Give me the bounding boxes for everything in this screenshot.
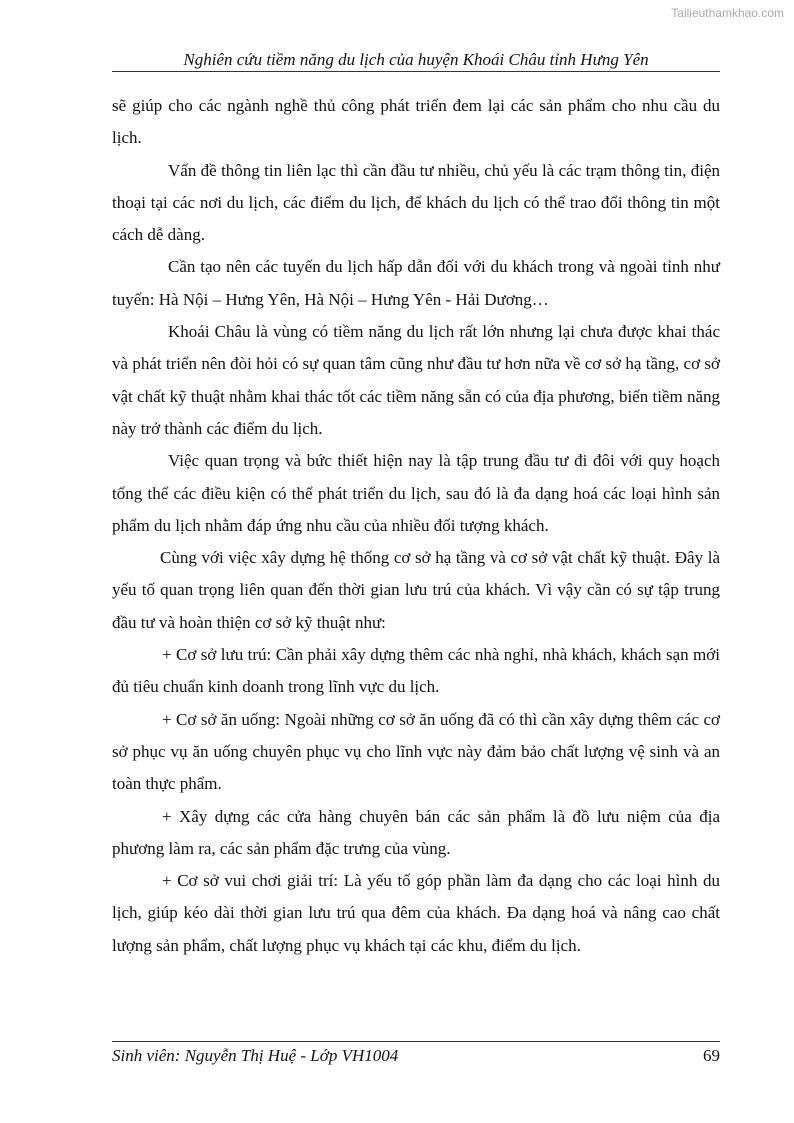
paragraph-2: Vấn đề thông tin liên lạc thì cần đầu tư nhiều, chủ yếu là các trạm thông tin, điện thoại tại các nơi du lịch, các điểm du lịch, để khách du lịch có thể trao đổi thông tin một cách dễ dàng. bbox=[112, 160, 720, 245]
list-item-souvenir-shops: + Xây dựng các cửa hàng chuyên bán các sản phẩm là đồ lưu niệm của địa phương làm ra, các sản phẩm đặc trưng của vùng. bbox=[112, 806, 720, 858]
list-item-entertainment: + Cơ sở vui chơi giải trí: Là yếu tố góp phần làm đa dạng cho các loại hình du lịch, giúp kéo dài thời gian lưu trú qua đêm của khách. Đa dạng hoá và nâng cao chất lượng sản phẩm, chất lượng phục vụ khách tại các khu, điểm du lịch. bbox=[112, 871, 720, 955]
list-item-accommodation: + Cơ sở lưu trú: Cần phải xây dựng thêm các nhà nghỉ, nhà khách, khách sạn mới đủ tiêu chuẩn kinh doanh trong lĩnh vực du lịch. bbox=[112, 645, 720, 697]
paragraph-4: Khoái Châu là vùng có tiềm năng du lịch rất lớn nhưng lại chưa được khai thác và phát triển nên đòi hỏi có sự quan tâm cũng như đầu tư hơn nữa về cơ sở hạ tầng, cơ sở vật chất kỹ thuật nhằm khai thác tốt các tiềm năng sẵn có của địa phương, biến tiềm năng này trở thành các điểm du lịch. bbox=[112, 322, 720, 438]
footer-divider bbox=[112, 1041, 720, 1042]
list-item-dining: + Cơ sở ăn uống: Ngoài những cơ sở ăn uống đã có thì cần xây dựng thêm các cơ sở phục vụ ăn uống chuyên phục vụ cho lĩnh vực này đảm bảo chất lượng vệ sinh và an toàn thực phẩm. bbox=[112, 709, 720, 794]
body-text bbox=[112, 90, 720, 962]
page-number: 69 bbox=[703, 1046, 720, 1065]
page-footer bbox=[112, 1045, 720, 1067]
paragraph-5: Việc quan trọng và bức thiết hiện nay là tập trung đầu tư đi đôi với quy hoạch tổng thể các điều kiện có thể phát triển du lịch, sau đó là đa dạng hoá các loại hình sản phẩm du lịch nhằm đáp ứng nhu cầu của nhiều đối tượng khách. bbox=[112, 451, 720, 535]
watermark: Tailieuthamkhao.com bbox=[671, 6, 784, 20]
header-divider bbox=[112, 71, 720, 72]
paragraph-6: Cùng với việc xây dựng hệ thống cơ sở hạ tầng và cơ sở vật chất kỹ thuật. Đây là yếu tố quan trọng liên quan đến thời gian lưu trú của khách. Vì vậy cần có sự tập trung đầu tư và hoàn thiện cơ sở kỹ thuật như: bbox=[112, 548, 720, 632]
paragraph-1: sẽ giúp cho các ngành nghề thủ công phát triển đem lại các sản phẩm cho nhu cầu du lịch. bbox=[112, 96, 720, 148]
paragraph-3: Cần tạo nên các tuyến du lịch hấp dẫn đối với du khách trong và ngoài tỉnh như tuyến: Hà Nội – Hưng Yên, Hà Nội – Hưng Yên - Hải Dương… bbox=[112, 257, 720, 309]
footer-author: Sinh viên: Nguyễn Thị Huệ - Lớp VH1004 bbox=[112, 1046, 399, 1065]
running-header: Nghiên cứu tiềm năng du lịch của huyện Khoái Châu tỉnh Hưng Yên bbox=[183, 50, 649, 69]
